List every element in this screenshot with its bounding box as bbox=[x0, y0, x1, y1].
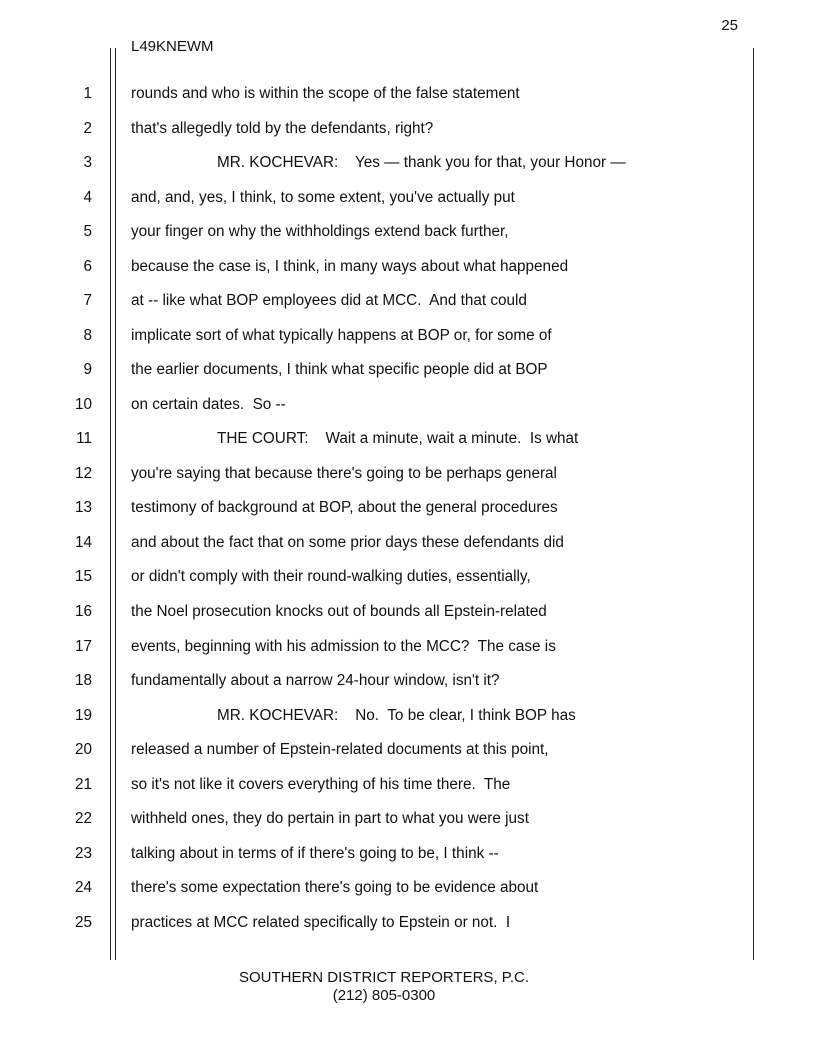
transcript-line bbox=[0, 699, 816, 734]
line-text: released a number of Epstein-related documents at this point, bbox=[131, 741, 549, 759]
line-text: the Noel prosecution knocks out of bounds all Epstein-related bbox=[131, 602, 547, 620]
line-text: or didn't comply with their round-walking duties, essentially, bbox=[131, 568, 531, 586]
transcript-line bbox=[0, 595, 816, 630]
footer-reporter: SOUTHERN DISTRICT REPORTERS, P.C. bbox=[238, 969, 530, 986]
line-number: 15 bbox=[74, 568, 92, 586]
transcript-line bbox=[0, 837, 816, 872]
transcript-line bbox=[0, 250, 816, 285]
line-number: 18 bbox=[74, 672, 92, 690]
transcript-line bbox=[0, 388, 816, 423]
transcript-line bbox=[0, 871, 816, 906]
transcript-line bbox=[0, 77, 816, 112]
line-text: testimony of background at BOP, about the general procedures bbox=[131, 499, 558, 517]
line-text: fundamentally about a narrow 24-hour window, isn't it? bbox=[131, 672, 500, 690]
line-number: 24 bbox=[74, 879, 92, 897]
transcript-line bbox=[0, 733, 816, 768]
line-number: 20 bbox=[74, 741, 92, 759]
transcript-line bbox=[0, 491, 816, 526]
line-number: 5 bbox=[83, 223, 92, 241]
line-number: 8 bbox=[83, 326, 92, 344]
line-number: 22 bbox=[74, 810, 92, 828]
line-text: THE COURT: Wait a minute, wait a minute. Is what bbox=[217, 430, 579, 448]
line-number: 10 bbox=[74, 395, 92, 413]
line-text: talking about in terms of if there's going to be, I think -- bbox=[131, 844, 499, 862]
line-number: 21 bbox=[74, 775, 92, 793]
line-text: on certain dates. So -- bbox=[131, 395, 286, 413]
line-number: 9 bbox=[83, 361, 92, 379]
transcript-line bbox=[0, 146, 816, 181]
line-text: events, beginning with his admission to the MCC? The case is bbox=[131, 637, 556, 655]
line-number: 1 bbox=[83, 85, 92, 102]
line-number: 25 bbox=[74, 913, 92, 931]
transcript-line bbox=[0, 422, 816, 457]
line-number: 14 bbox=[74, 533, 92, 551]
line-number: 16 bbox=[74, 602, 92, 620]
line-number: 17 bbox=[74, 637, 92, 655]
line-text: MR. KOCHEVAR: Yes — thank you for that, your Honor — bbox=[217, 154, 626, 172]
line-number: 6 bbox=[83, 257, 92, 275]
transcript-line bbox=[0, 526, 816, 561]
line-text: so it's not like it covers everything of his time there. The bbox=[131, 775, 511, 793]
line-number: 7 bbox=[83, 292, 92, 310]
transcript-body bbox=[0, 77, 816, 940]
transcript-line bbox=[0, 284, 816, 319]
footer bbox=[0, 969, 768, 1005]
transcript-line bbox=[0, 112, 816, 147]
line-number: 12 bbox=[74, 464, 92, 482]
line-text: and about the fact that on some prior days these defendants did bbox=[131, 533, 564, 551]
line-text: withheld ones, they do pertain in part to what you were just bbox=[131, 810, 529, 828]
line-number: 13 bbox=[74, 499, 92, 517]
transcript-line bbox=[0, 457, 816, 492]
line-number: 4 bbox=[83, 188, 92, 206]
transcript-line bbox=[0, 181, 816, 216]
transcript-line bbox=[0, 630, 816, 665]
transcript-line bbox=[0, 664, 816, 699]
line-text: you're saying that because there's going to be perhaps general bbox=[131, 464, 557, 482]
header-code: L49KNEWM bbox=[131, 38, 214, 55]
line-text: there's some expectation there's going to be evidence about bbox=[131, 879, 539, 897]
line-text: practices at MCC related specifically to Epstein or not. I bbox=[131, 913, 511, 931]
transcript-line bbox=[0, 215, 816, 250]
page-number: 25 bbox=[721, 17, 738, 34]
transcript-line bbox=[0, 768, 816, 803]
transcript-line bbox=[0, 353, 816, 388]
line-text: that's allegedly told by the defendants, right? bbox=[131, 119, 434, 137]
line-text: the earlier documents, I think what specific people did at BOP bbox=[131, 361, 548, 379]
footer-phone: (212) 805-0300 bbox=[332, 987, 436, 1004]
line-number: 3 bbox=[83, 154, 92, 172]
line-text: implicate sort of what typically happens at BOP or, for some of bbox=[131, 326, 552, 344]
line-number: 2 bbox=[83, 119, 92, 137]
line-text: your finger on why the withholdings extend back further, bbox=[131, 223, 509, 241]
line-text: because the case is, I think, in many ways about what happened bbox=[131, 257, 569, 275]
transcript-line bbox=[0, 802, 816, 837]
line-text: MR. KOCHEVAR: No. To be clear, I think BOP has bbox=[217, 706, 576, 724]
transcript-line bbox=[0, 319, 816, 354]
line-text: at -- like what BOP employees did at MCC. And that could bbox=[131, 292, 527, 310]
line-text: and, and, yes, I think, to some extent, you've actually put bbox=[131, 188, 515, 206]
line-number: 23 bbox=[74, 844, 92, 862]
line-text: rounds and who is within the scope of the false statement bbox=[131, 85, 520, 102]
transcript-line bbox=[0, 560, 816, 595]
line-number: 11 bbox=[76, 430, 92, 448]
line-number: 19 bbox=[74, 706, 92, 724]
transcript-line bbox=[0, 906, 816, 941]
